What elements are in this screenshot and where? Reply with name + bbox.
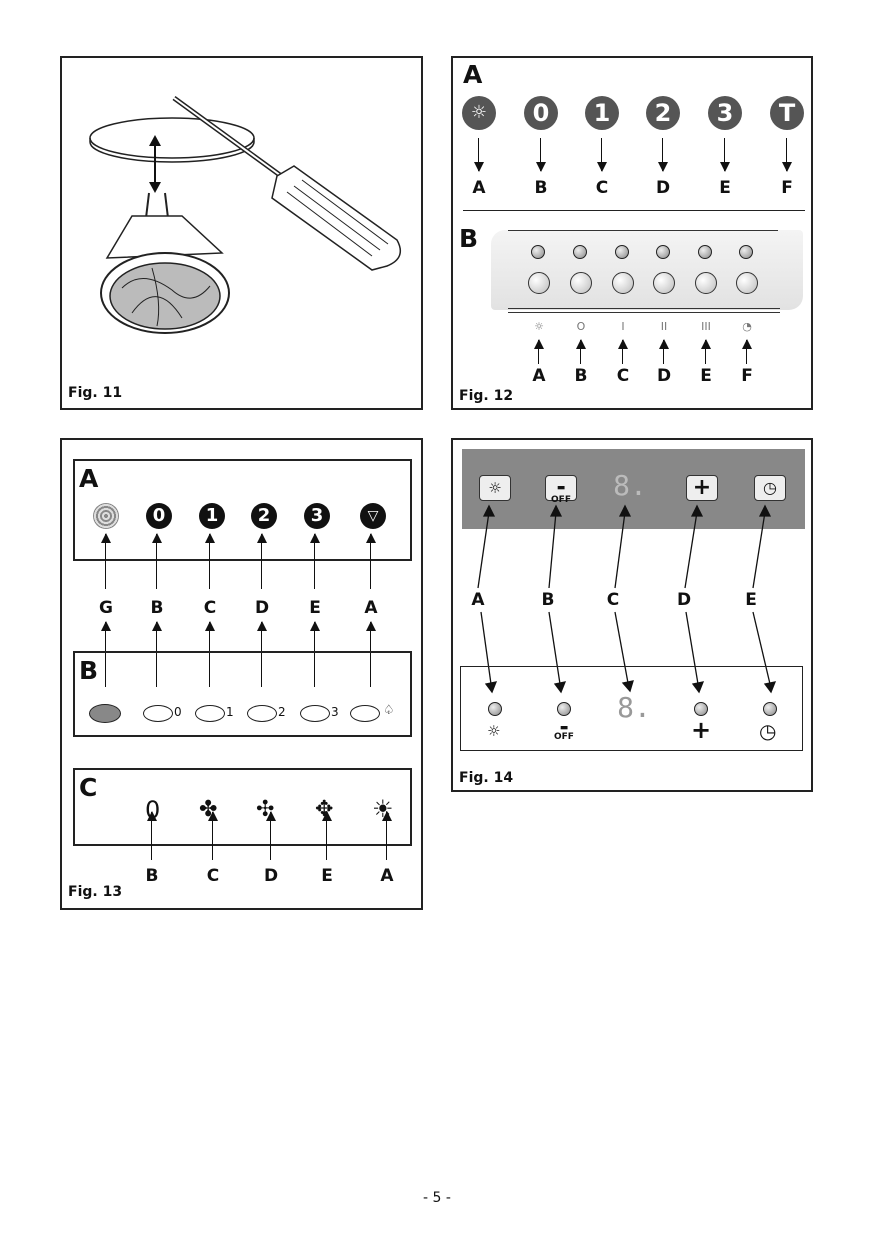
led (488, 702, 502, 716)
fig12-mark-speed1: I (621, 320, 625, 333)
arrow (212, 812, 213, 860)
fig12-b-label-a: A (532, 366, 546, 386)
arrow (156, 534, 157, 589)
panel-line (508, 312, 780, 313)
fig13-label-e: E (309, 598, 321, 618)
arrow (540, 138, 541, 171)
fig13-label-d: D (254, 598, 270, 618)
arrow (705, 340, 706, 364)
light-icon: ☀ (372, 795, 394, 823)
panel-button (528, 272, 550, 294)
fig12-b-label-c: C (616, 366, 630, 386)
lamp-icon: ♤ (383, 703, 395, 718)
arrow (724, 138, 725, 171)
fig12-section-b-title: B (459, 224, 479, 253)
light-icon: ☼ (487, 722, 501, 740)
button-oval (350, 705, 380, 722)
fig12-mark-speed2: II (660, 320, 668, 333)
fig12-label-b: B (534, 178, 548, 198)
fig12-label-f: F (781, 178, 793, 198)
fig13-label-b: B (150, 598, 164, 618)
led (698, 245, 712, 259)
panel-button (570, 272, 592, 294)
fig13-key-3: 3 (304, 503, 330, 529)
fig13-c-label-a: A (380, 866, 394, 886)
arrow (746, 340, 747, 364)
fig12-mark-off: O (576, 320, 586, 333)
halogen-bulb-shape (101, 193, 229, 333)
led (557, 702, 571, 716)
fig13-c-label-b: B (145, 866, 159, 886)
light-knob-shape (89, 704, 121, 723)
arrow (786, 138, 787, 171)
off-icon: ▬ OFF (554, 723, 574, 742)
arrow (663, 340, 664, 364)
fan-icon-speed1: ✤ (199, 797, 218, 822)
button-oval (143, 705, 173, 722)
arrow (370, 534, 371, 589)
fig12-b-label-e: E (700, 366, 712, 386)
page-number: - 5 - (423, 1190, 451, 1206)
fig12-b-label-b: B (574, 366, 588, 386)
arrow (478, 138, 479, 171)
led (763, 702, 777, 716)
fig12-label-a: A (472, 178, 486, 198)
light-icon: ☼ (462, 96, 496, 130)
fig12-key-3: 3 (708, 96, 742, 130)
fig13-c-label-c: C (206, 866, 220, 886)
fig14-label-c: C (606, 590, 620, 610)
panel-button (653, 272, 675, 294)
led (694, 702, 708, 716)
control-panel-shape (491, 230, 803, 310)
fig13-b-mark-1: 1 (226, 705, 234, 719)
fig12-mark-light-icon: ☼ (534, 320, 544, 333)
fig13-label-a: A (364, 598, 378, 618)
arrow (386, 812, 387, 860)
fig12-section-a-title: A (463, 60, 483, 89)
arrow (151, 812, 152, 860)
led (531, 245, 545, 259)
plus-key: + (686, 475, 718, 501)
panel-button (695, 272, 717, 294)
fig14-label-b: B (541, 590, 555, 610)
off-key-text: OFF (551, 495, 571, 505)
fig14-panel (451, 438, 813, 792)
divider (463, 210, 805, 211)
fig13-key-1: 1 (199, 503, 225, 529)
off-icon-text: OFF (554, 732, 574, 742)
bulb-replacement-illustration (62, 58, 421, 378)
arrow (105, 534, 106, 589)
fig13-section-a-title: A (79, 464, 99, 493)
led (739, 245, 753, 259)
fig12-key-2: 2 (646, 96, 680, 130)
fan-icon-speed3: ✥ (315, 797, 334, 822)
fan-icon-speed2: ✣ (256, 797, 275, 822)
fig12-key-1: 1 (585, 96, 619, 130)
fig13-box-a (73, 459, 412, 561)
fig12-key-0: 0 (524, 96, 558, 130)
fig11-panel (60, 56, 423, 410)
fig13-caption: Fig. 13 (68, 884, 123, 900)
fig13-box-c (73, 768, 412, 846)
fig11-caption: Fig. 11 (68, 385, 123, 401)
lamp-icon: ▽ (360, 503, 386, 529)
timer-key-icon: ◷ (754, 475, 786, 501)
arrow (601, 138, 602, 171)
panel-button (736, 272, 758, 294)
fig12-label-e: E (719, 178, 731, 198)
fig13-box-b (73, 651, 412, 737)
arrow (662, 138, 663, 171)
arrow (261, 534, 262, 589)
arrow (270, 812, 271, 860)
led (615, 245, 629, 259)
fig13-key-0: 0 (146, 503, 172, 529)
fig14-label-d: D (676, 590, 692, 610)
fig14-lower-display: 8. (617, 691, 651, 724)
fig13-section-b-title: B (79, 656, 99, 685)
fig14-caption: Fig. 14 (459, 770, 514, 786)
fig13-b-mark-0: 0 (174, 705, 182, 719)
fig12-panel (451, 56, 813, 410)
fig14-label-a: A (471, 590, 485, 610)
timer-icon: ◷ (759, 719, 777, 743)
fig13-c-zero: 0 (145, 796, 161, 824)
fig13-key-2: 2 (251, 503, 277, 529)
button-oval (300, 705, 330, 722)
fig14-lower-panel (460, 666, 803, 751)
plus-icon: + (691, 716, 712, 744)
arrow (209, 534, 210, 589)
button-oval (195, 705, 225, 722)
fig13-b-mark-3: 3 (331, 705, 339, 719)
led (656, 245, 670, 259)
fig12-label-c: C (595, 178, 609, 198)
light-spiral-icon (93, 503, 119, 529)
panel-line (508, 308, 780, 309)
fig13-c-label-e: E (321, 866, 333, 886)
button-oval (247, 705, 277, 722)
arrow (314, 534, 315, 589)
led (573, 245, 587, 259)
fig13-section-c-title: C (79, 773, 98, 802)
fig14-top-display: 8. (613, 469, 647, 502)
off-key: ▬ OFF (545, 475, 577, 501)
arrow (538, 340, 539, 364)
fig13-panel (60, 438, 423, 910)
panel-button (612, 272, 634, 294)
fig12-mark-speed3: III (701, 320, 711, 333)
fig13-b-mark-2: 2 (278, 705, 286, 719)
panel-line (508, 230, 778, 231)
fig12-b-label-d: D (656, 366, 672, 386)
fig13-c-label-d: D (263, 866, 279, 886)
fig14-label-e: E (745, 590, 757, 610)
fig12-b-label-f: F (741, 366, 753, 386)
fig12-label-d: D (655, 178, 671, 198)
fig13-label-c: C (203, 598, 217, 618)
fig12-caption: Fig. 12 (459, 388, 514, 404)
arrow (326, 812, 327, 860)
fig12-key-t: T (770, 96, 804, 130)
fig13-label-g: G (99, 598, 113, 618)
arrow (622, 340, 623, 364)
fig12-mark-timer-icon: ◔ (742, 320, 752, 333)
light-key-icon: ☼ (479, 475, 511, 501)
arrow (580, 340, 581, 364)
